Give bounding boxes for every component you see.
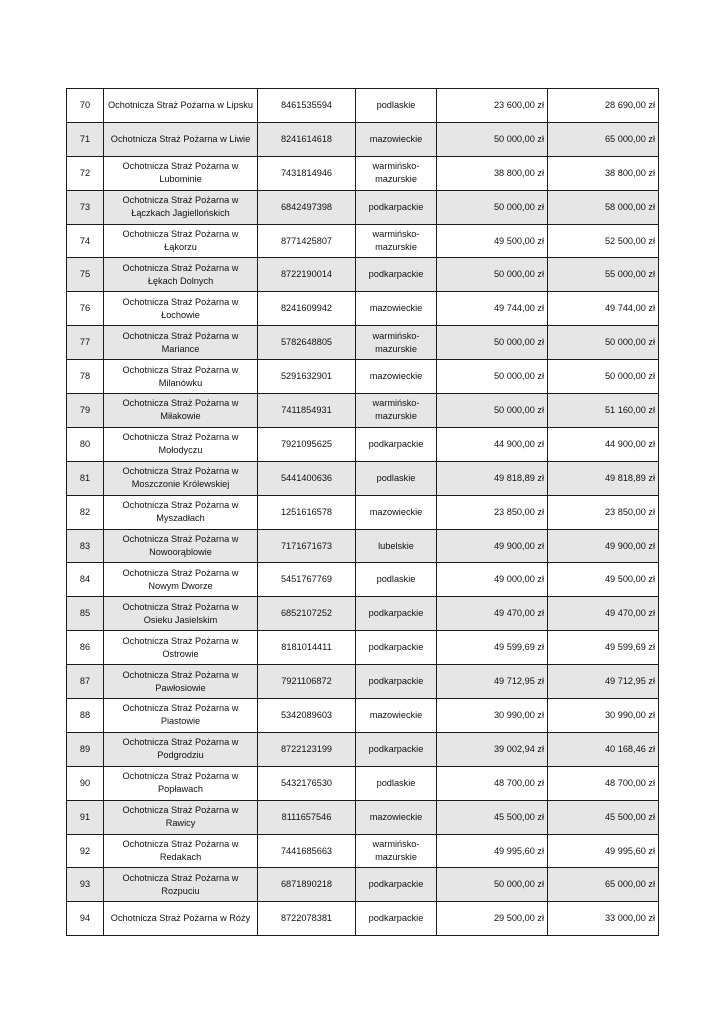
row-number-cell: 82 [67,495,104,529]
table-row [67,631,659,665]
total-amount-cell: 38 800,00 zł [548,156,659,190]
voivodeship-cell: warmińsko-mazurskie [356,834,437,868]
row-number-cell: 91 [67,800,104,834]
nip-cell: 5441400636 [258,461,356,495]
voivodeship-cell: mazowieckie [356,122,437,156]
row-number-cell: 86 [67,631,104,665]
total-amount-cell: 49 470,00 zł [548,597,659,631]
grant-amount-cell: 39 002,94 zł [437,732,548,766]
total-amount-cell: 49 744,00 zł [548,292,659,326]
nip-cell: 8722123199 [258,732,356,766]
nip-cell: 7921095625 [258,427,356,461]
voivodeship-cell: podkarpackie [356,732,437,766]
unit-name-cell: Ochotnicza Straż Pożarna w Łączkach Jagiellońskich [104,190,258,224]
total-amount-cell: 49 995,60 zł [548,834,659,868]
table-row [67,529,659,563]
nip-cell: 5291632901 [258,360,356,394]
total-amount-cell: 49 712,95 zł [548,665,659,699]
nip-cell: 5451767769 [258,563,356,597]
voivodeship-cell: lubelskie [356,529,437,563]
row-number-cell: 89 [67,732,104,766]
total-amount-cell: 55 000,00 zł [548,258,659,292]
unit-name-cell: Ochotnicza Straż Pożarna w Redakach [104,834,258,868]
total-amount-cell: 45 500,00 zł [548,800,659,834]
row-number-cell: 88 [67,699,104,733]
total-amount-cell: 58 000,00 zł [548,190,659,224]
voivodeship-cell: podkarpackie [356,258,437,292]
grant-amount-cell: 23 600,00 zł [437,89,548,123]
unit-name-cell: Ochotnicza Straż Pożarna w Mołodyczu [104,427,258,461]
table-row [67,224,659,258]
nip-cell: 6871890218 [258,868,356,902]
row-number-cell: 81 [67,461,104,495]
voivodeship-cell: podkarpackie [356,868,437,902]
table-row [67,258,659,292]
voivodeship-cell: podlaskie [356,461,437,495]
table-row [67,394,659,428]
nip-cell: 7431814946 [258,156,356,190]
grants-table [66,88,659,936]
voivodeship-cell: podkarpackie [356,427,437,461]
nip-cell: 7171671673 [258,529,356,563]
grant-amount-cell: 29 500,00 zł [437,902,548,936]
grant-amount-cell: 49 712,95 zł [437,665,548,699]
grant-amount-cell: 49 500,00 zł [437,224,548,258]
row-number-cell: 76 [67,292,104,326]
grant-amount-cell: 49 995,60 zł [437,834,548,868]
unit-name-cell: Ochotnicza Straż Pożarna w Ostrowie [104,631,258,665]
table-row [67,292,659,326]
voivodeship-cell: podkarpackie [356,597,437,631]
voivodeship-cell: podkarpackie [356,902,437,936]
total-amount-cell: 48 700,00 zł [548,766,659,800]
table-row [67,597,659,631]
table-row [67,902,659,936]
total-amount-cell: 50 000,00 zł [548,326,659,360]
grant-amount-cell: 23 850,00 zł [437,495,548,529]
nip-cell: 7921106872 [258,665,356,699]
unit-name-cell: Ochotnicza Straż Pożarna w Lubominie [104,156,258,190]
row-number-cell: 84 [67,563,104,597]
row-number-cell: 73 [67,190,104,224]
voivodeship-cell: podkarpackie [356,631,437,665]
grants-table-body [67,89,659,936]
unit-name-cell: Ochotnicza Straż Pożarna w Nowoorąblowie [104,529,258,563]
table-row [67,766,659,800]
row-number-cell: 75 [67,258,104,292]
table-row [67,699,659,733]
voivodeship-cell: podkarpackie [356,190,437,224]
grant-amount-cell: 49 470,00 zł [437,597,548,631]
row-number-cell: 90 [67,766,104,800]
grant-amount-cell: 30 990,00 zł [437,699,548,733]
unit-name-cell: Ochotnicza Straż Pożarna w Mariance [104,326,258,360]
unit-name-cell: Ochotnicza Straż Pożarna w Łochowie [104,292,258,326]
row-number-cell: 83 [67,529,104,563]
grant-amount-cell: 50 000,00 zł [437,326,548,360]
unit-name-cell: Ochotnicza Straż Pożarna w Nowym Dworze [104,563,258,597]
grant-amount-cell: 49 818,89 zł [437,461,548,495]
unit-name-cell: Ochotnicza Straż Pożarna w Moszczonie Królewskiej [104,461,258,495]
grant-amount-cell: 49 744,00 zł [437,292,548,326]
unit-name-cell: Ochotnicza Straż Pożarna w Lipsku [104,89,258,123]
nip-cell: 7411854931 [258,394,356,428]
nip-cell: 7441685663 [258,834,356,868]
grant-amount-cell: 38 800,00 zł [437,156,548,190]
grant-amount-cell: 50 000,00 zł [437,258,548,292]
table-row [67,461,659,495]
voivodeship-cell: podlaskie [356,563,437,597]
row-number-cell: 80 [67,427,104,461]
nip-cell: 5432176530 [258,766,356,800]
unit-name-cell: Ochotnicza Straż Pożarna w Milanówku [104,360,258,394]
voivodeship-cell: podlaskie [356,89,437,123]
total-amount-cell: 30 990,00 zł [548,699,659,733]
total-amount-cell: 49 900,00 zł [548,529,659,563]
unit-name-cell: Ochotnicza Straż Pożarna w Rawicy [104,800,258,834]
table-row [67,427,659,461]
total-amount-cell: 52 500,00 zł [548,224,659,258]
row-number-cell: 78 [67,360,104,394]
voivodeship-cell: mazowieckie [356,495,437,529]
voivodeship-cell: podlaskie [356,766,437,800]
nip-cell: 8181014411 [258,631,356,665]
table-row [67,665,659,699]
table-row [67,360,659,394]
table-row [67,326,659,360]
table-row [67,122,659,156]
total-amount-cell: 49 500,00 zł [548,563,659,597]
voivodeship-cell: mazowieckie [356,292,437,326]
grant-amount-cell: 49 000,00 zł [437,563,548,597]
grant-amount-cell: 50 000,00 zł [437,190,548,224]
nip-cell: 6852107252 [258,597,356,631]
row-number-cell: 92 [67,834,104,868]
table-row [67,495,659,529]
unit-name-cell: Ochotnicza Straż Pożarna w Podgrodziu [104,732,258,766]
total-amount-cell: 44 900,00 zł [548,427,659,461]
grant-amount-cell: 44 900,00 zł [437,427,548,461]
row-number-cell: 72 [67,156,104,190]
unit-name-cell: Ochotnicza Straż Pożarna w Osieku Jasielskim [104,597,258,631]
nip-cell: 8722190014 [258,258,356,292]
voivodeship-cell: warmińsko-mazurskie [356,326,437,360]
nip-cell: 5782648805 [258,326,356,360]
table-row [67,834,659,868]
row-number-cell: 87 [67,665,104,699]
voivodeship-cell: warmińsko-mazurskie [356,224,437,258]
total-amount-cell: 28 690,00 zł [548,89,659,123]
unit-name-cell: Ochotnicza Straż Pożarna w Miłakowie [104,394,258,428]
grant-amount-cell: 50 000,00 zł [437,122,548,156]
table-row [67,190,659,224]
grant-amount-cell: 49 599,69 zł [437,631,548,665]
row-number-cell: 77 [67,326,104,360]
total-amount-cell: 50 000,00 zł [548,360,659,394]
nip-cell: 8241614618 [258,122,356,156]
voivodeship-cell: warmińsko-mazurskie [356,156,437,190]
table-row [67,732,659,766]
unit-name-cell: Ochotnicza Straż Pożarna w Róży [104,902,258,936]
nip-cell: 8111657546 [258,800,356,834]
nip-cell: 6842497398 [258,190,356,224]
total-amount-cell: 40 168,46 zł [548,732,659,766]
row-number-cell: 85 [67,597,104,631]
voivodeship-cell: podkarpackie [356,665,437,699]
unit-name-cell: Ochotnicza Straż Pożarna w Popławach [104,766,258,800]
unit-name-cell: Ochotnicza Straż Pożarna w Rozpuciu [104,868,258,902]
table-row [67,800,659,834]
voivodeship-cell: mazowieckie [356,800,437,834]
table-row [67,89,659,123]
total-amount-cell: 65 000,00 zł [548,868,659,902]
voivodeship-cell: mazowieckie [356,699,437,733]
unit-name-cell: Ochotnicza Straż Pożarna w Liwie [104,122,258,156]
row-number-cell: 94 [67,902,104,936]
total-amount-cell: 23 850,00 zł [548,495,659,529]
grant-amount-cell: 49 900,00 zł [437,529,548,563]
grant-amount-cell: 50 000,00 zł [437,868,548,902]
total-amount-cell: 49 818,89 zł [548,461,659,495]
row-number-cell: 71 [67,122,104,156]
nip-cell: 8771425807 [258,224,356,258]
nip-cell: 8722078381 [258,902,356,936]
unit-name-cell: Ochotnicza Straż Pożarna w Łąkorzu [104,224,258,258]
table-row [67,563,659,597]
total-amount-cell: 49 599,69 zł [548,631,659,665]
row-number-cell: 93 [67,868,104,902]
nip-cell: 5342089603 [258,699,356,733]
total-amount-cell: 33 000,00 zł [548,902,659,936]
voivodeship-cell: warmińsko-mazurskie [356,394,437,428]
table-row [67,156,659,190]
unit-name-cell: Ochotnicza Straż Pożarna w Łękach Dolnych [104,258,258,292]
unit-name-cell: Ochotnicza Straż Pożarna w Piastowie [104,699,258,733]
table-row [67,868,659,902]
nip-cell: 8461535594 [258,89,356,123]
grant-amount-cell: 45 500,00 zł [437,800,548,834]
voivodeship-cell: mazowieckie [356,360,437,394]
row-number-cell: 70 [67,89,104,123]
unit-name-cell: Ochotnicza Straż Pożarna w Myszadłach [104,495,258,529]
nip-cell: 1251616578 [258,495,356,529]
unit-name-cell: Ochotnicza Straż Pożarna w Pawłosiowie [104,665,258,699]
nip-cell: 8241609942 [258,292,356,326]
total-amount-cell: 51 160,00 zł [548,394,659,428]
total-amount-cell: 65 000,00 zł [548,122,659,156]
row-number-cell: 74 [67,224,104,258]
grant-amount-cell: 50 000,00 zł [437,394,548,428]
grant-amount-cell: 48 700,00 zł [437,766,548,800]
row-number-cell: 79 [67,394,104,428]
grant-amount-cell: 50 000,00 zł [437,360,548,394]
